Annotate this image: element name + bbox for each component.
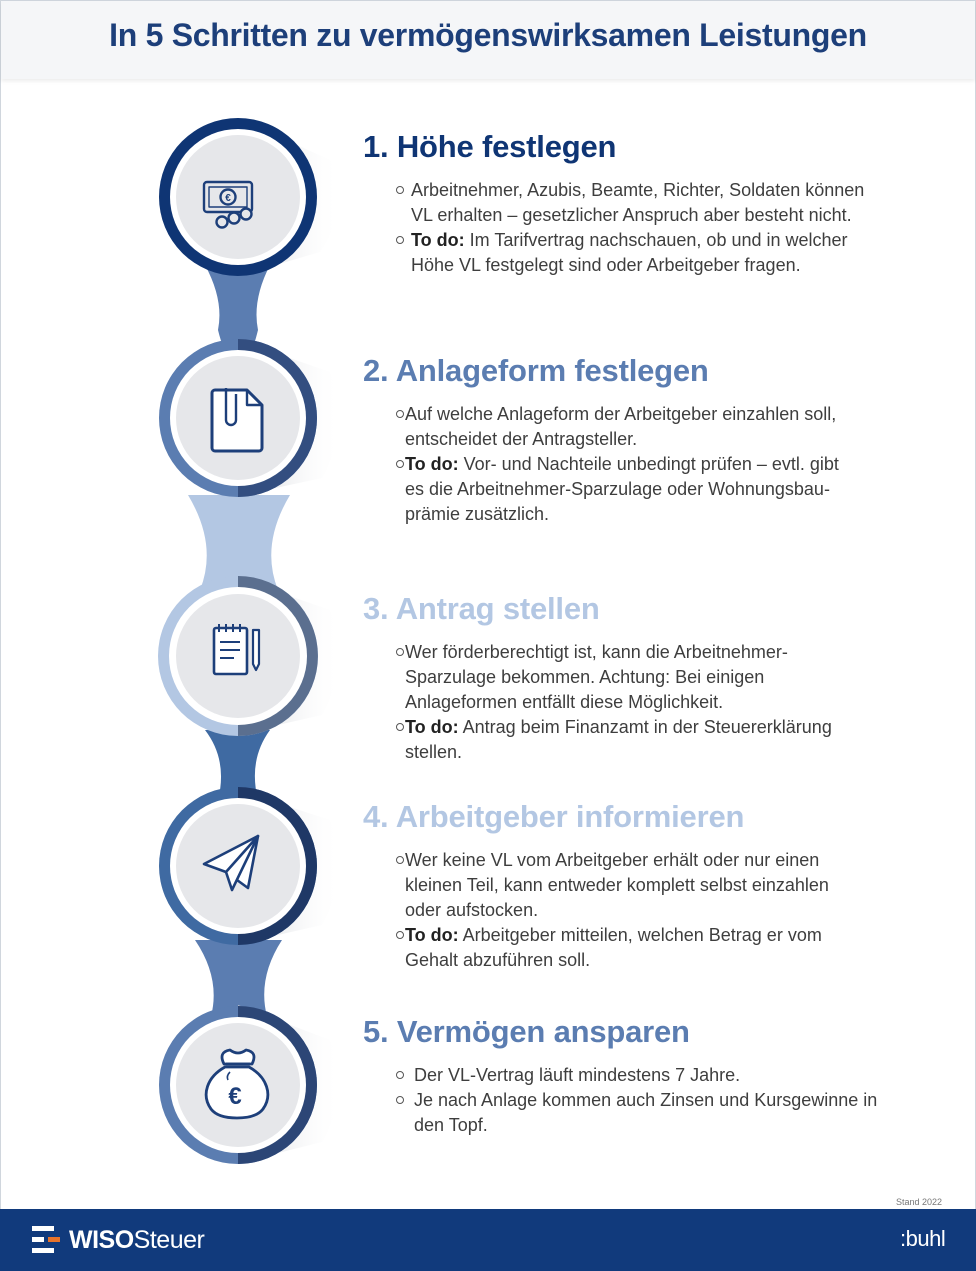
wiso-logo-icon (32, 1225, 62, 1255)
step-4-list (363, 848, 843, 973)
step-2 (363, 352, 883, 527)
step-1-circle (159, 118, 340, 276)
step-4 (363, 798, 883, 973)
step-5 (363, 1013, 883, 1138)
wiso-steuer-logo: WISOSteuer (69, 1226, 205, 1254)
list-item: Wer förderberechtigt ist, kann die Arbeitnehmer-Sparzulage bekommen. Achtung: Bei einigen Anlageformen entfällt diese Möglichkeit. (363, 640, 843, 715)
step-3-circle (158, 576, 341, 736)
step-2-heading: 2. Anlageform festlegen (363, 353, 709, 388)
buhl-logo: :buhl (900, 1226, 946, 1251)
list-item: Je nach Anlage kommen auch Zinsen und Kursgewinne in den Topf. (363, 1088, 883, 1138)
connector-1-2 (205, 265, 270, 351)
step-3-heading: 3. Antrag stellen (363, 591, 600, 626)
document-icon (212, 388, 262, 451)
list-item: To do: Vor- und Nachteile unbedingt prüfen – evtl. gibt es die Arbeitnehmer-Sparzulage oder Wohnungsbau-prämie zusätzlich. (363, 452, 843, 527)
connector-2-3 (188, 495, 290, 590)
list-item: Wer keine VL vom Arbeitgeber erhält oder nur einen kleinen Teil, kann entweder komplett selbst einzahlen oder aufstocken. (363, 848, 843, 923)
page-title: In 5 Schritten zu vermögenswirksamen Leistungen (109, 17, 867, 53)
list-item: Der VL-Vertrag läuft mindestens 7 Jahre. (363, 1063, 883, 1088)
step-2-list (363, 402, 843, 527)
step-3-list (363, 640, 843, 765)
step-1-heading: 1. Höhe festlegen (363, 129, 617, 164)
step-4-heading: 4. Arbeitgeber informieren (363, 799, 745, 834)
step-5-heading: 5. Vermögen ansparen (363, 1014, 690, 1049)
step-1 (363, 128, 883, 278)
list-item: To do: Im Tarifvertrag nachschauen, ob und in welcher Höhe VL festgelegt sind oder Arbeitgeber fragen. (363, 228, 883, 278)
list-item: Auf welche Anlageform der Arbeitgeber einzahlen soll, entscheidet der Antragsteller. (363, 402, 843, 452)
svg-text:€: € (225, 193, 231, 204)
step-5-list (363, 1063, 883, 1138)
list-item: To do: Antrag beim Finanzamt in der Steuererklärung stellen. (363, 715, 843, 765)
list-item: Arbeitnehmer, Azubis, Beamte, Richter, Soldaten können VL erhalten – gesetzlicher Anspruch aber besteht nicht. (363, 178, 883, 228)
step-1-list (363, 178, 883, 278)
list-item: To do: Arbeitgeber mitteilen, welchen Betrag er vom Gehalt abzuführen soll. (363, 923, 843, 973)
footer (0, 1209, 976, 1271)
step-3 (363, 590, 883, 765)
svg-text:€: € (228, 1083, 242, 1110)
stand-note: Stand 2022 (896, 1197, 943, 1207)
